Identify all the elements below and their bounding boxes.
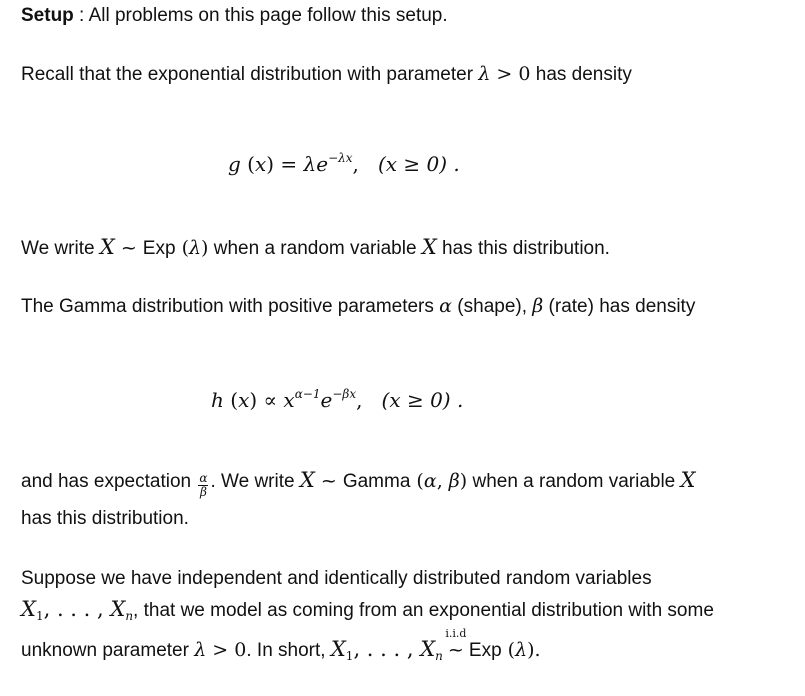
eq-gamma-domain: (x ≥ 0) . [381, 388, 464, 412]
gamma-dist-name: Gamma [342, 471, 411, 492]
expectation-line: and has expectation $\frac{\alpha}{\beta}$ . We write X ~ Gamma (α, β) when a random variable X [21, 468, 696, 499]
setup-text: : All problems on this page follow this setup. [73, 5, 448, 26]
suppose-line3: unknown parameter λ > 0. In short, $X_1$, . . . , $X_n$ i.i.d ~ Exp (λ). [21, 627, 541, 663]
eq-exp-func: g [228, 152, 241, 176]
eq-gamma-func: h [211, 388, 224, 412]
recall-line [21, 65, 632, 84]
eq-exp-exponent: −λx [328, 151, 353, 165]
suppose-text2: , that we model as coming from an exponential distribution with some [133, 600, 714, 621]
suppose-line2: $X_1$, . . . , $X_n$, that we model as coming from an exponential distribution with some [21, 597, 714, 623]
write-exp-text2: when a random variable [208, 238, 422, 259]
iid-symbol: i.i.d ~ [443, 641, 469, 660]
suppose-text1: Suppose we have independent and identically distributed random variables [21, 568, 652, 589]
eq-gamma-exponent1: α−1 [294, 387, 321, 401]
suppose-text3a: unknown parameter [21, 640, 195, 661]
write-exp-text1: We write [21, 238, 100, 259]
write-exp-text3: has this distribution. [436, 238, 610, 259]
expectation-text1: and has expectation [21, 471, 197, 492]
suppose-line1 [21, 569, 652, 588]
setup-label: Setup [21, 5, 74, 26]
expectation-text2: . We write [210, 471, 300, 492]
iid-label: i.i.d [445, 627, 467, 640]
gamma-intro-text2: (shape), [452, 296, 533, 317]
exp-dist-name: Exp [142, 238, 176, 259]
eq-exp-domain: (x ≥ 0) . [377, 152, 460, 176]
exp-density-equation: g $(x) = \lambda e^{-\lambda x}$, (x ≥ 0) . [228, 151, 460, 176]
gamma-intro-text1: The Gamma distribution with positive parameters [21, 296, 440, 317]
lambda-positive-math: λ > 0 [478, 63, 531, 85]
expectation-text3: when a random variable [467, 471, 681, 492]
expectation-fraction [198, 472, 208, 498]
fraction-numerator: α [199, 471, 208, 486]
write-exp-line: We write X ~ Exp (λ) when a random variable X has this distribution. [21, 235, 610, 259]
suppose-text3b: . In short, [246, 640, 331, 661]
eq-gamma-exponent2: −βx [332, 387, 357, 401]
fraction-denominator: β [199, 485, 207, 499]
expectation-text4: has this distribution. [21, 508, 189, 529]
gamma-density-equation: h $(x) \propto x^{\alpha-1}e^{-\beta x}$, (x ≥ 0) . [211, 387, 464, 412]
gamma-intro-line: The Gamma distribution with positive parameters α (shape), β (rate) has density [21, 295, 696, 317]
eq-exp-rhs: λe [303, 152, 329, 176]
expectation-line2 [21, 509, 189, 528]
gamma-intro-text3: (rate) has density [543, 296, 696, 317]
recall-text-after: has density [530, 64, 632, 85]
suppose-exp-dist: Exp [468, 640, 502, 661]
recall-text-before: Recall that the exponential distribution with parameter [21, 64, 479, 85]
setup-line [21, 6, 448, 25]
